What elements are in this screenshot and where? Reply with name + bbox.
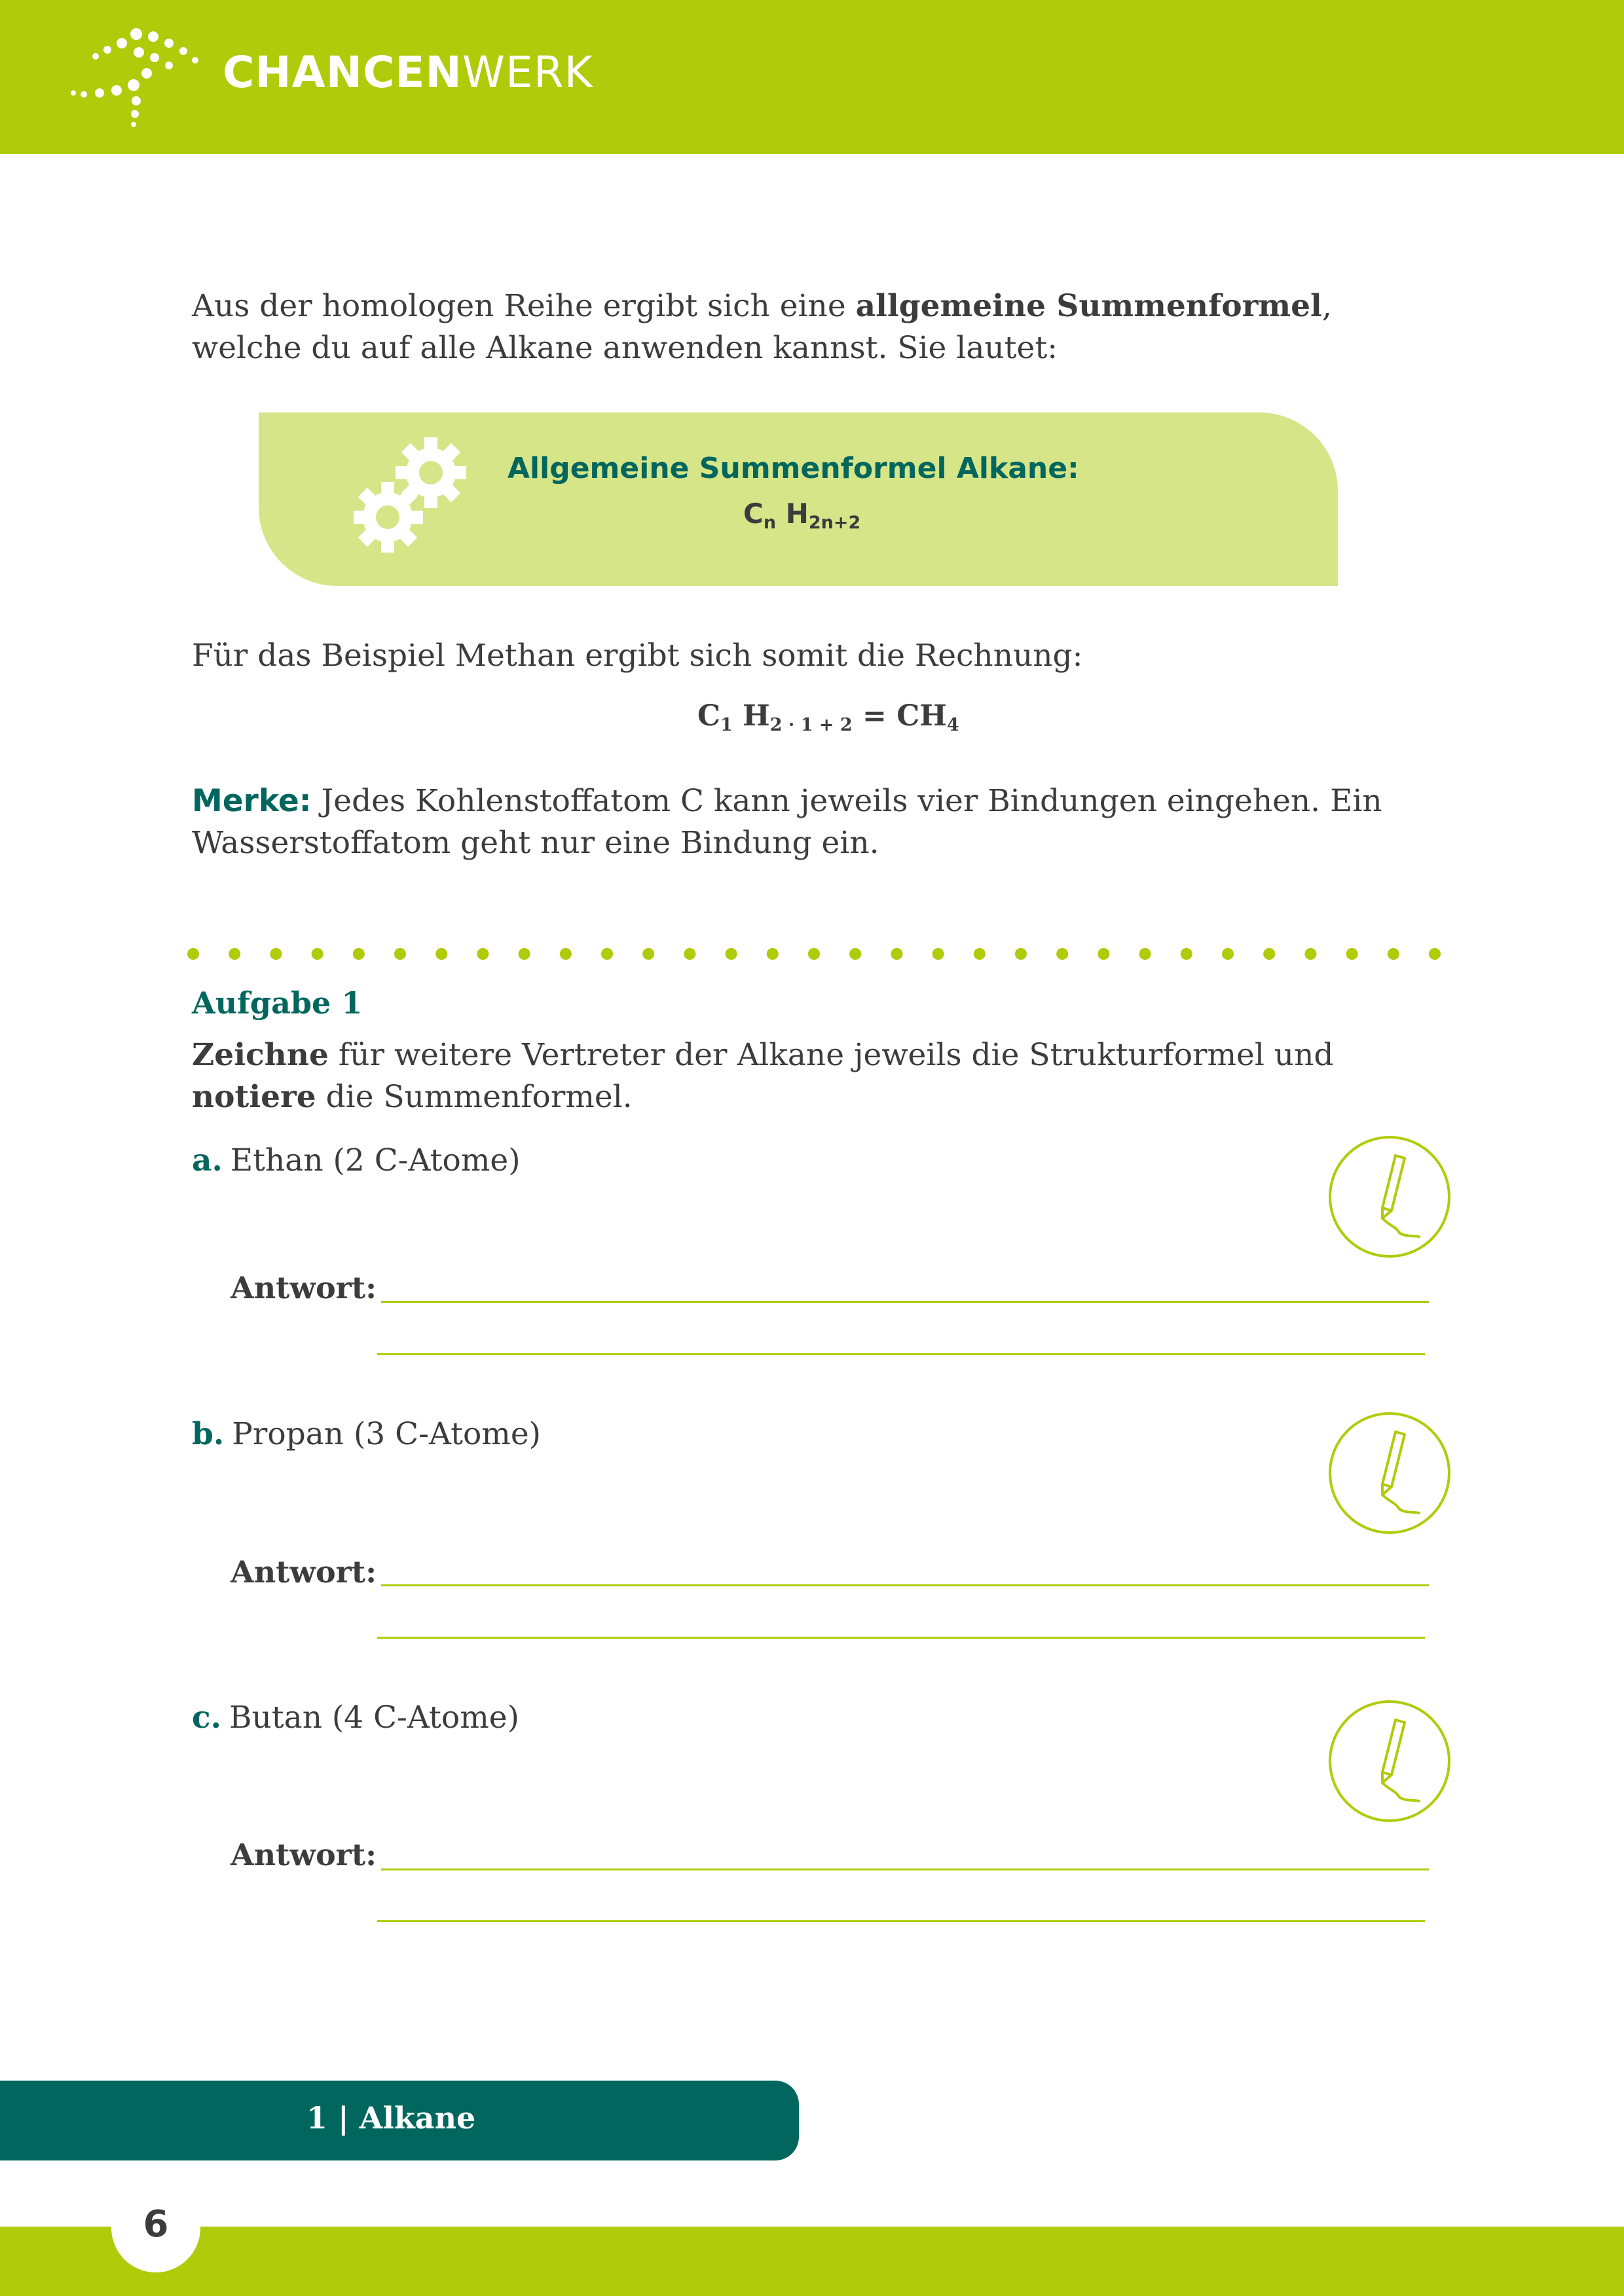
formula-c: C bbox=[743, 498, 764, 530]
divider-dot bbox=[229, 948, 240, 960]
calc-h: H bbox=[743, 699, 770, 733]
divider-dot bbox=[932, 948, 944, 960]
divider-dot bbox=[1015, 948, 1027, 960]
answer-line-b2[interactable] bbox=[377, 1637, 1425, 1639]
answer-line-c1[interactable] bbox=[381, 1868, 1429, 1870]
calc-result-sub: 4 bbox=[946, 715, 959, 735]
answer-line-c2[interactable] bbox=[377, 1920, 1425, 1922]
intro-paragraph bbox=[192, 285, 1436, 369]
divider-dot bbox=[642, 948, 654, 960]
divider-dot bbox=[767, 948, 779, 960]
pencil-icon bbox=[1327, 1699, 1452, 1823]
formula-h-sub: 2n+2 bbox=[808, 513, 861, 533]
item-label: Ethan (2 C-Atome) bbox=[230, 1142, 521, 1178]
merke-label: Merke: bbox=[192, 783, 312, 819]
divider-dot bbox=[601, 948, 613, 960]
divider-dot bbox=[726, 948, 737, 960]
merke-note bbox=[192, 780, 1436, 864]
divider-dot bbox=[1139, 948, 1151, 960]
divider-dot bbox=[1304, 948, 1316, 960]
intro-bold: allgemeine Summenformel bbox=[855, 288, 1322, 324]
item-letter: b. bbox=[192, 1416, 225, 1452]
divider-dot bbox=[1181, 948, 1192, 960]
divider-dot bbox=[1222, 948, 1234, 960]
calc-result: = CH bbox=[852, 699, 947, 733]
page-header bbox=[0, 0, 1624, 154]
logo-wordmark bbox=[223, 47, 593, 98]
divider-dot bbox=[891, 948, 902, 960]
chapter-bar bbox=[0, 2081, 799, 2160]
task-item-b bbox=[192, 1416, 541, 1452]
divider-dot bbox=[1429, 948, 1441, 960]
task-item-c bbox=[192, 1700, 519, 1736]
divider-dot bbox=[684, 948, 695, 960]
item-letter: c. bbox=[192, 1700, 221, 1736]
methane-calculation bbox=[697, 699, 959, 735]
divider-dot bbox=[1346, 948, 1358, 960]
example-intro: Für das Beispiel Methan ergibt sich somit die Rechnung: bbox=[192, 638, 1083, 674]
divider-dot bbox=[808, 948, 820, 960]
task-item-a bbox=[192, 1142, 521, 1178]
divider-dot bbox=[1388, 948, 1399, 960]
formula-c-sub: n bbox=[763, 513, 777, 533]
divider-dot bbox=[1098, 948, 1109, 960]
task-bold-1: Zeichne bbox=[192, 1037, 329, 1073]
divider-dot bbox=[974, 948, 986, 960]
logo-regular: WERK bbox=[462, 47, 593, 98]
gears-icon bbox=[354, 432, 478, 563]
divider-dot bbox=[187, 948, 199, 960]
pencil-icon bbox=[1327, 1411, 1452, 1535]
divider-dot bbox=[270, 948, 282, 960]
intro-text-1: Aus der homologen Reihe ergibt sich eine bbox=[192, 288, 856, 324]
divider-dot bbox=[394, 948, 406, 960]
item-letter: a. bbox=[192, 1142, 223, 1178]
answer-line-a1[interactable] bbox=[381, 1301, 1429, 1303]
calc-c: C bbox=[697, 699, 721, 733]
divider-dot bbox=[849, 948, 861, 960]
answer-label-b: Antwort: bbox=[231, 1554, 377, 1590]
page-number: 6 bbox=[143, 2203, 169, 2246]
divider-dot bbox=[312, 948, 323, 960]
divider-dot bbox=[519, 948, 530, 960]
answer-line-b1[interactable] bbox=[381, 1584, 1429, 1586]
page-footer bbox=[0, 2227, 1624, 2296]
page-number-badge bbox=[111, 2183, 200, 2272]
divider-dot bbox=[1263, 948, 1275, 960]
logo-bold: CHANCEN bbox=[223, 47, 462, 98]
logo-icon bbox=[71, 27, 202, 127]
task-instructions bbox=[192, 1034, 1436, 1118]
calc-h-sub: 2 · 1 + 2 bbox=[769, 715, 853, 735]
answer-label-a: Antwort: bbox=[231, 1270, 377, 1305]
intro-text-2: , welche du auf alle Alkane anwenden kannst. Sie lautet: bbox=[192, 288, 1332, 366]
task-bold-2: notiere bbox=[192, 1079, 316, 1115]
item-label: Propan (3 C-Atome) bbox=[232, 1416, 541, 1452]
divider-dot bbox=[477, 948, 489, 960]
merke-text: Jedes Kohlenstoffatom C kann jeweils vier Bindungen eingehen. Ein Wasserstoffatom geht nur eine Bindung ein. bbox=[192, 783, 1382, 861]
answer-label-c: Antwort: bbox=[231, 1837, 377, 1872]
pencil-icon bbox=[1327, 1135, 1452, 1259]
general-formula bbox=[743, 498, 860, 533]
task-text-1: für weitere Vertreter der Alkane jeweils die Strukturformel und bbox=[328, 1037, 1334, 1073]
formula-box-title: Allgemeine Summenformel Alkane: bbox=[507, 452, 1079, 485]
divider-dot bbox=[353, 948, 365, 960]
task-text-2: die Summenformel. bbox=[316, 1079, 633, 1115]
task-title: Aufgabe 1 bbox=[192, 985, 363, 1021]
dotted-divider bbox=[185, 947, 1443, 961]
divider-dot bbox=[435, 948, 447, 960]
calc-c-sub: 1 bbox=[720, 715, 733, 735]
formula-h: H bbox=[785, 498, 809, 530]
divider-dot bbox=[1056, 948, 1068, 960]
item-label: Butan (4 C-Atome) bbox=[229, 1700, 519, 1736]
divider-dot bbox=[560, 948, 572, 960]
answer-line-a2[interactable] bbox=[377, 1353, 1425, 1355]
chapter-label: 1 | Alkane bbox=[306, 2100, 476, 2136]
formula-info-box bbox=[259, 412, 1338, 586]
